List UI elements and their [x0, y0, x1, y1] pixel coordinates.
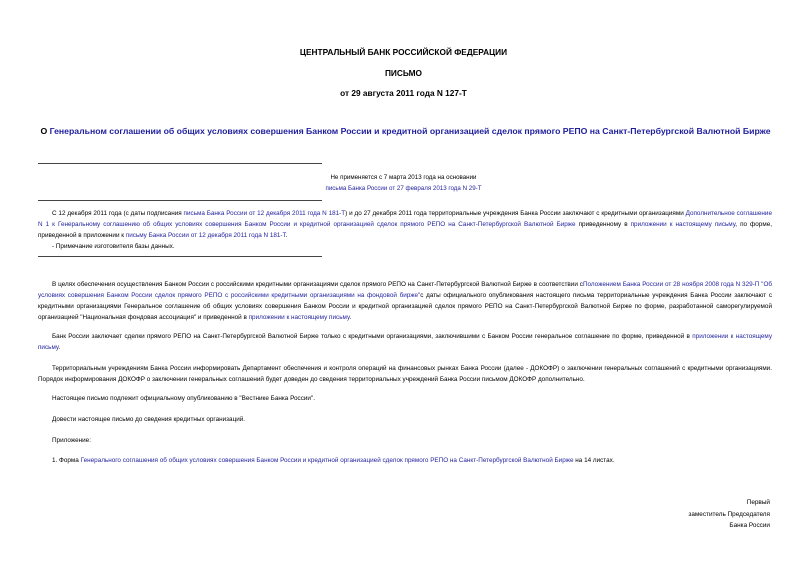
- document-title: [38, 126, 773, 137]
- editor-note-text: приведенному в: [575, 221, 631, 229]
- regulation-link[interactable]: Положением Банка России от 28 ноября 2008 года N 329-П "Об условиях совершения Банком России сделок прямого РЕПО с российскими кредитными организациями на фондовой бирже": [38, 281, 773, 300]
- org-name: ЦЕНТРАЛЬНЫЙ БАНК РОССИЙСКОЙ ФЕДЕРАЦИИ: [299, 47, 508, 57]
- editor-remark: - Примечание изготовителя базы данных.: [52, 243, 175, 250]
- appendix-link[interactable]: приложении к настоящему письму: [248, 314, 350, 322]
- title-prefix: О: [40, 126, 50, 136]
- editor-note-text: ) и до 27 декабря 2011 года территориальные учреждения Банка России заключают с кредитными организациями: [345, 210, 686, 217]
- divider: [38, 200, 322, 201]
- paragraph-text: с даты официального опубликования настоящего письма территориальные учреждения Банка России заключают с кредитными организациями Генеральное соглашение об общих условиях совершения Банком России и кредитной организацией сделок прямого РЕПО на Санкт-Петербургской Валютной Бирже по форме, разработанной саморегулируемой организацией "Национальная фондовая ассоциация" и приведенной в: [38, 292, 772, 322]
- editor-note-link[interactable]: приложении к настоящему письму: [630, 221, 736, 229]
- paragraph-5: Довести настоящее письмо до сведения кредитных организаций.: [52, 416, 246, 423]
- title-link[interactable]: Генеральном соглашении об общих условиях совершения Банком России и кредитной организацией сделок прямого РЕПО на Санкт-Петербургской Валютной Бирже: [49, 126, 771, 136]
- paragraph-text: Банк России заключает сделки прямого РЕПО на Санкт-Петербургской Валютной Бирже только с кредитными организациями, заключившими с Банком России генеральное соглашение по форме, приведенной в: [52, 333, 693, 340]
- paragraph-6: Приложение:: [52, 437, 91, 444]
- appendix-link[interactable]: приложении к настоящему письму: [38, 333, 773, 352]
- editor-note-text: С 12 декабря 2011 года (с даты подписания: [52, 210, 184, 217]
- signature-line: Банка России: [729, 522, 770, 529]
- divider: [38, 256, 322, 257]
- status-note-text: Не применяется с 7 марта 2013 года на основании: [330, 174, 477, 181]
- paragraph-text: В целях обеспечения осуществления Банком России с российскими кредитными организациями сделок прямого РЕПО на Санкт-Петербургской Валютной Бирже в соответствии с: [52, 281, 583, 288]
- appendix-form-link[interactable]: Генерального соглашения об общих условиях совершения Банком России и кредитной организацией сделок прямого РЕПО на Санкт-Петербургской Валютной Бирже: [80, 457, 574, 464]
- paragraph-text: на 14 листах.: [573, 457, 615, 464]
- paragraph-text: 1. Форма: [52, 457, 81, 464]
- appendix-item: [38, 455, 772, 466]
- paragraph-3: Территориальным учреждениям Банка России информировать Департамент обеспечения и контроля операций на финансовых рынках Банка России (далее - ДОКОФР) о заключении генеральных соглашений с кредитными организациями. Порядок информирования ДОКОФР о заключении генеральных соглашений будет доведен до сведения территориальных учреждений Банка России письмом ДОКОФР дополнительно.: [38, 365, 772, 384]
- signature-block: [688, 497, 770, 532]
- signature-line: Первый: [746, 499, 770, 506]
- editor-note-link[interactable]: Дополнительное соглашение N 1 к Генеральному соглашению об общих условиях совершения Банком России и кредитной организацией сделок прямого РЕПО на Санкт-Петербургской Валютной Бирже: [38, 210, 772, 229]
- doc-type: ПИСЬМО: [384, 68, 423, 78]
- status-note-link[interactable]: письма Банка России от 27 февраля 2013 года N 29-Т: [325, 185, 482, 192]
- editor-note: [38, 208, 772, 241]
- signature-line: заместитель Председателя: [688, 510, 770, 518]
- doc-date: от 29 августа 2011 года N 127-Т: [340, 88, 467, 98]
- paragraph-2: [38, 331, 772, 353]
- status-note: [0, 172, 807, 194]
- paragraph-text: .: [58, 344, 61, 352]
- editor-note-text: .: [285, 232, 288, 240]
- divider: [38, 163, 322, 164]
- editor-note-link[interactable]: письму Банка России от 12 декабря 2011 года N 181-Т: [125, 232, 286, 240]
- editor-note-text: , по форме, приведенной в приложении к: [38, 221, 772, 240]
- paragraph-text: .: [349, 314, 352, 322]
- paragraph-1: [38, 279, 772, 323]
- editor-note-link[interactable]: письма Банка России от 12 декабря 2011 года N 181-Т: [183, 210, 346, 217]
- paragraph-4: Настоящее письмо подлежит официальному опубликованию в "Вестнике Банка России".: [52, 395, 315, 402]
